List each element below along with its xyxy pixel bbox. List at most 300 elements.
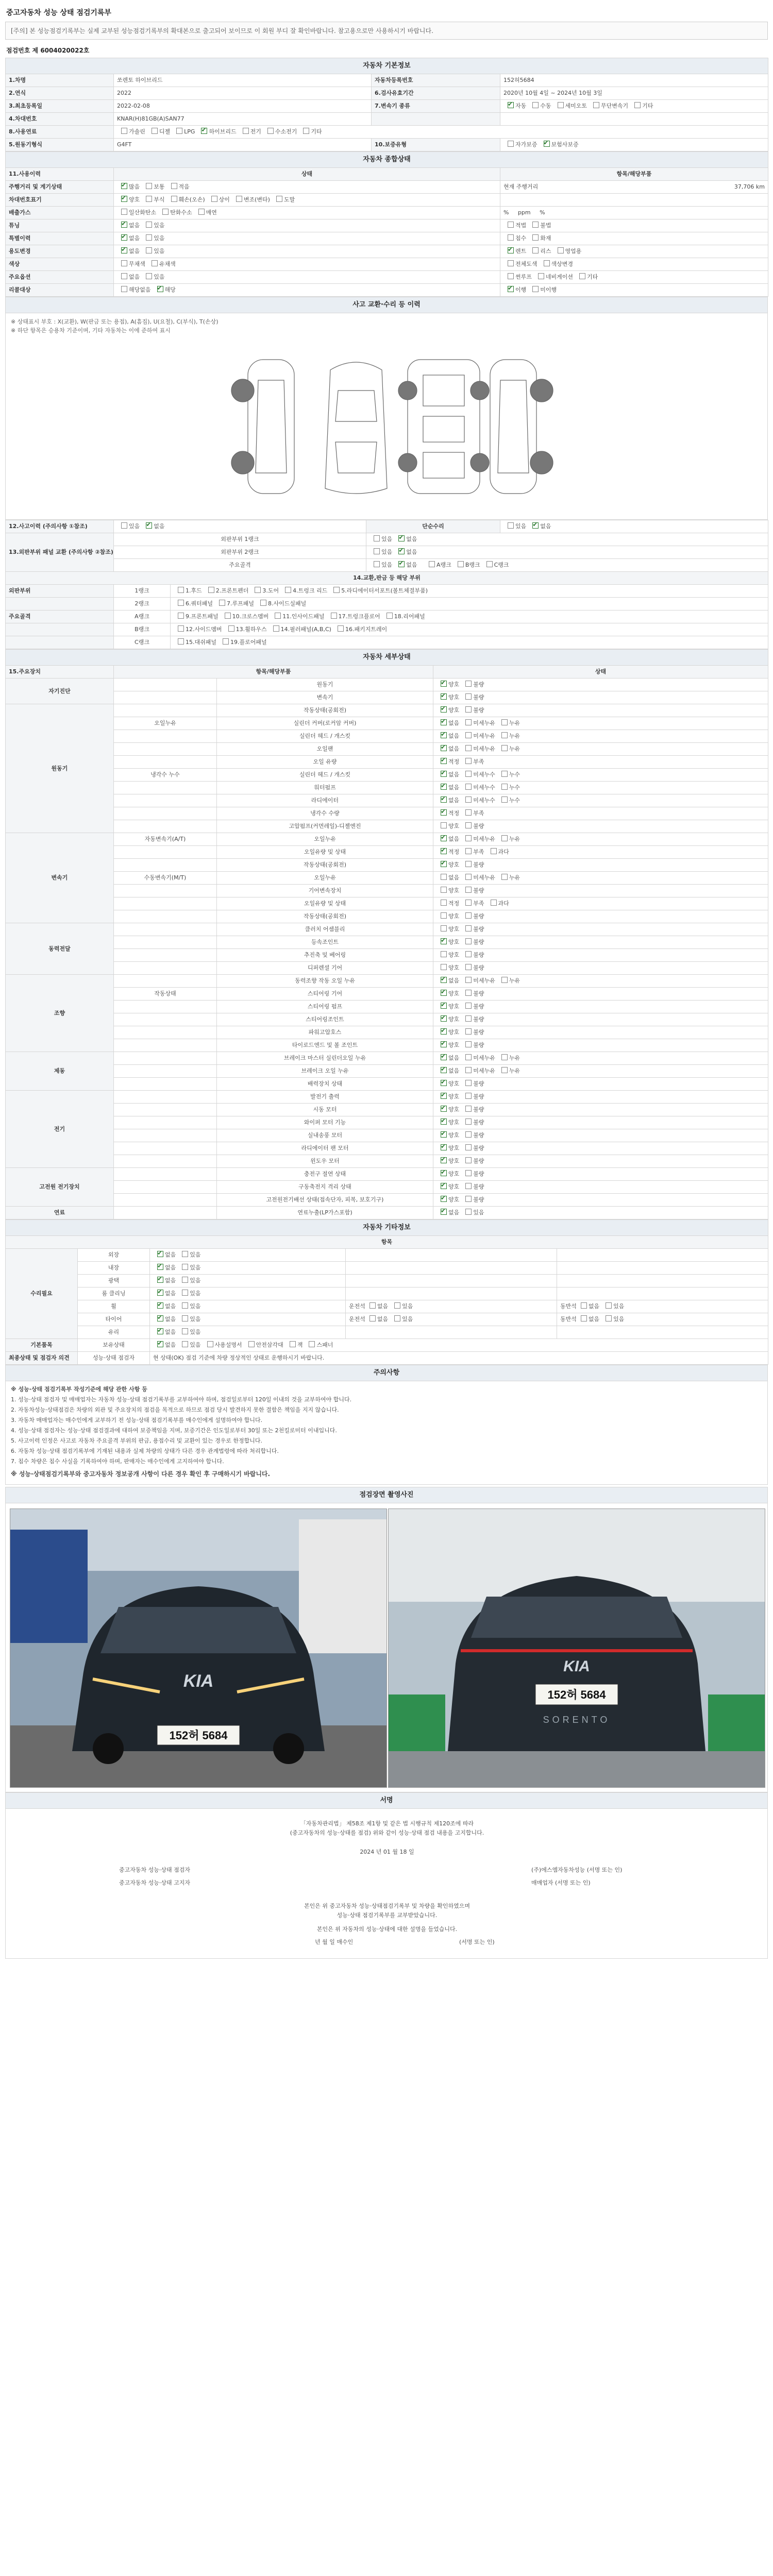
parts-checkbox[interactable] bbox=[273, 625, 279, 632]
detail-checkbox[interactable] bbox=[491, 900, 497, 906]
general-right-checkbox[interactable] bbox=[508, 273, 514, 279]
detail-checkbox[interactable] bbox=[465, 1003, 472, 1009]
parts-checkbox[interactable] bbox=[223, 638, 229, 645]
detail-checkbox[interactable] bbox=[465, 771, 472, 777]
other-side-option-label: 없음 bbox=[377, 1303, 389, 1310]
detail-checkbox[interactable] bbox=[501, 732, 508, 738]
general-right-checkbox[interactable] bbox=[532, 234, 539, 241]
page-title: 중고자동차 성능 상태 점검기록부 bbox=[6, 9, 111, 17]
general-right-checkbox[interactable] bbox=[508, 247, 514, 253]
other-checkbox[interactable] bbox=[157, 1302, 163, 1309]
general-checkbox[interactable] bbox=[162, 209, 169, 215]
detail-checkbox[interactable] bbox=[465, 796, 472, 803]
fuel-checkbox[interactable] bbox=[243, 128, 249, 134]
other-checkbox[interactable] bbox=[182, 1277, 188, 1283]
general-checkbox[interactable] bbox=[121, 273, 127, 279]
detail-checkbox[interactable] bbox=[465, 964, 472, 970]
detail-option bbox=[497, 745, 520, 753]
section-other-title: 자동차 기타정보 bbox=[6, 1220, 768, 1236]
other-checkbox[interactable] bbox=[182, 1315, 188, 1321]
detail-checkbox[interactable] bbox=[501, 796, 508, 803]
detail-checkbox[interactable] bbox=[465, 732, 472, 738]
detail-checkbox[interactable] bbox=[465, 887, 472, 893]
repair-option bbox=[503, 522, 526, 531]
exterior-rank-label: 외판부위 2랭크 bbox=[114, 546, 366, 559]
detail-option bbox=[436, 822, 459, 831]
basic-items-checkbox[interactable] bbox=[248, 1341, 255, 1347]
basic-label: 1.차명 bbox=[6, 74, 114, 87]
detail-checkbox[interactable] bbox=[465, 1028, 472, 1035]
other-checkbox[interactable] bbox=[157, 1264, 163, 1270]
detail-checkbox[interactable] bbox=[441, 693, 447, 700]
detail-checkbox[interactable] bbox=[501, 1054, 508, 1060]
other-side-checkbox[interactable] bbox=[606, 1315, 612, 1321]
exterior-checkbox[interactable] bbox=[374, 548, 380, 554]
detail-option bbox=[436, 990, 459, 998]
detail-checkbox[interactable] bbox=[465, 938, 472, 944]
detail-option-label: 불량 bbox=[473, 694, 484, 701]
parts-option-label: 14.필러패널(A,B,C) bbox=[280, 626, 331, 633]
caution-line: 5. 사고이력 인정은 사고로 자동차 주요골격 부위의 판금, 용접수리 및 교환이 있는 경우로 한정합니다. bbox=[11, 1437, 262, 1444]
parts-option bbox=[174, 600, 213, 608]
detail-checkbox[interactable] bbox=[465, 977, 472, 983]
detail-checkbox[interactable] bbox=[441, 990, 447, 996]
basic-items-checkbox[interactable] bbox=[157, 1341, 163, 1347]
general-header-usage: 11.사용이력 bbox=[6, 168, 114, 181]
detail-option-label: 불량 bbox=[473, 1183, 484, 1190]
detail-option-label: 미세누유 bbox=[473, 1067, 495, 1074]
other-checkbox[interactable] bbox=[182, 1290, 188, 1296]
other-checkbox[interactable] bbox=[182, 1302, 188, 1309]
detail-checkbox[interactable] bbox=[501, 719, 508, 725]
detail-checkbox[interactable] bbox=[441, 1118, 447, 1125]
parts-checkbox[interactable] bbox=[219, 600, 225, 606]
detail-checkbox[interactable] bbox=[465, 1041, 472, 1047]
general-right-checkbox[interactable] bbox=[532, 247, 539, 253]
detail-checkbox[interactable] bbox=[465, 925, 472, 931]
exterior-checkbox[interactable] bbox=[398, 535, 405, 541]
basic-items-checkbox[interactable] bbox=[309, 1341, 315, 1347]
general-right-checkbox[interactable] bbox=[538, 273, 544, 279]
detail-row bbox=[6, 1129, 768, 1142]
repair-label: 단순수리 bbox=[366, 520, 500, 533]
parts-checkbox[interactable] bbox=[225, 613, 231, 619]
frame-rank-checkbox[interactable] bbox=[486, 561, 493, 567]
detail-options bbox=[433, 1013, 768, 1026]
general-checkbox[interactable] bbox=[152, 260, 158, 266]
other-checkbox[interactable] bbox=[182, 1264, 188, 1270]
detail-sub bbox=[114, 1013, 217, 1026]
detail-checkbox[interactable] bbox=[441, 822, 447, 828]
detail-option-label: 불량 bbox=[473, 1080, 484, 1087]
detail-checkbox[interactable] bbox=[441, 745, 447, 751]
detail-checkbox[interactable] bbox=[465, 835, 472, 841]
detail-checkbox[interactable] bbox=[465, 912, 472, 919]
general-checkbox[interactable] bbox=[146, 247, 152, 253]
detail-option-label: 양호 bbox=[448, 1042, 460, 1048]
detail-option-label: 불량 bbox=[473, 1145, 484, 1151]
parts-checkbox[interactable] bbox=[208, 587, 214, 593]
mileage-value: 37,706 km bbox=[734, 183, 765, 190]
exterior-row bbox=[6, 559, 768, 572]
general-right-checkbox[interactable] bbox=[508, 286, 514, 292]
general-checkbox[interactable] bbox=[276, 196, 282, 202]
general-checkbox[interactable] bbox=[121, 222, 127, 228]
fuel-checkbox[interactable] bbox=[152, 128, 158, 134]
detail-checkbox[interactable] bbox=[441, 848, 447, 854]
detail-checkbox[interactable] bbox=[491, 848, 497, 854]
other-checkbox[interactable] bbox=[157, 1290, 163, 1296]
general-option-label: 없음 bbox=[129, 274, 140, 280]
detail-checkbox[interactable] bbox=[501, 771, 508, 777]
detail-checkbox[interactable] bbox=[465, 1157, 472, 1163]
detail-option bbox=[461, 887, 484, 895]
detail-checkbox[interactable] bbox=[501, 745, 508, 751]
detail-checkbox[interactable] bbox=[441, 1054, 447, 1060]
other-option bbox=[178, 1302, 200, 1311]
detail-row bbox=[6, 1207, 768, 1219]
detail-option bbox=[436, 706, 459, 715]
detail-checkbox[interactable] bbox=[501, 874, 508, 880]
warranty-checkbox[interactable] bbox=[544, 141, 550, 147]
mileage-cell bbox=[500, 181, 768, 194]
exterior-checkbox[interactable] bbox=[374, 535, 380, 541]
detail-option bbox=[461, 1015, 484, 1024]
detail-checkbox[interactable] bbox=[465, 745, 472, 751]
detail-option bbox=[436, 951, 459, 959]
detail-option bbox=[436, 732, 459, 740]
parts-option-label: 13.휠하우스 bbox=[236, 626, 267, 633]
exterior-checkbox[interactable] bbox=[398, 548, 405, 554]
detail-checkbox[interactable] bbox=[441, 1080, 447, 1086]
other-side-checkbox[interactable] bbox=[369, 1315, 376, 1321]
general-label: 배출가스 bbox=[6, 207, 114, 219]
detail-checkbox[interactable] bbox=[441, 1170, 447, 1176]
detail-checkbox[interactable] bbox=[465, 1080, 472, 1086]
general-checkbox[interactable] bbox=[121, 286, 127, 292]
general-option bbox=[142, 247, 164, 256]
general-checkbox[interactable] bbox=[121, 196, 127, 202]
parts-checkbox[interactable] bbox=[285, 587, 291, 593]
general-checkbox[interactable] bbox=[211, 196, 217, 202]
detail-checkbox[interactable] bbox=[465, 1106, 472, 1112]
basic-row bbox=[6, 100, 768, 113]
detail-checkbox[interactable] bbox=[465, 1015, 472, 1022]
detail-checkbox[interactable] bbox=[441, 796, 447, 803]
frame-rank-option-label: B랭크 bbox=[465, 562, 480, 568]
detail-checkbox[interactable] bbox=[441, 1106, 447, 1112]
parts-checkbox[interactable] bbox=[178, 587, 184, 593]
general-right-checkbox[interactable] bbox=[508, 222, 514, 228]
parts-checkbox[interactable] bbox=[178, 625, 184, 632]
detail-option-label: 누유 bbox=[509, 977, 520, 984]
other-side-checkbox[interactable] bbox=[581, 1302, 587, 1309]
detail-sub bbox=[114, 743, 217, 756]
warranty-checkbox[interactable] bbox=[508, 141, 514, 147]
general-checkbox[interactable] bbox=[146, 222, 152, 228]
exterior-label: 13.외판부위 패널 교환 (주의사항 ②참조) bbox=[6, 533, 114, 572]
detail-checkbox[interactable] bbox=[465, 693, 472, 700]
basic-label: 2.연식 bbox=[6, 87, 114, 100]
detail-sub bbox=[114, 679, 217, 691]
detail-checkbox[interactable] bbox=[465, 719, 472, 725]
parts-row bbox=[6, 585, 768, 598]
detail-checkbox[interactable] bbox=[465, 990, 472, 996]
detail-checkbox[interactable] bbox=[465, 951, 472, 957]
detail-checkbox[interactable] bbox=[441, 977, 447, 983]
detail-checkbox[interactable] bbox=[465, 1093, 472, 1099]
front-brand-logo: KIA bbox=[183, 1671, 214, 1691]
detail-option bbox=[436, 1015, 459, 1024]
other-checkbox[interactable] bbox=[182, 1328, 188, 1334]
detail-checkbox[interactable] bbox=[465, 809, 472, 816]
detail-checkbox[interactable] bbox=[441, 719, 447, 725]
other-checkbox[interactable] bbox=[182, 1251, 188, 1257]
basic-row bbox=[6, 74, 768, 87]
detail-checkbox[interactable] bbox=[465, 706, 472, 713]
detail-checkbox[interactable] bbox=[441, 951, 447, 957]
other-options bbox=[150, 1326, 346, 1339]
general-right-options bbox=[500, 271, 768, 284]
detail-checkbox[interactable] bbox=[441, 861, 447, 867]
general-option bbox=[117, 222, 140, 230]
exterior-checkbox[interactable] bbox=[374, 561, 380, 567]
detail-checkbox[interactable] bbox=[501, 1067, 508, 1073]
detail-option bbox=[436, 1144, 459, 1153]
other-checkbox[interactable] bbox=[157, 1315, 163, 1321]
parts-checkbox[interactable] bbox=[275, 613, 281, 619]
detail-checkbox[interactable] bbox=[501, 977, 508, 983]
detail-options bbox=[433, 962, 768, 975]
detail-option bbox=[461, 1144, 484, 1153]
general-checkbox[interactable] bbox=[146, 196, 152, 202]
detail-checkbox[interactable] bbox=[465, 784, 472, 790]
general-checkbox[interactable] bbox=[146, 183, 152, 189]
general-option bbox=[117, 183, 140, 191]
mileage-text: 현재 주행거리 bbox=[503, 183, 539, 190]
parts-checkbox[interactable] bbox=[178, 638, 184, 645]
detail-option bbox=[461, 990, 484, 998]
transmission-checkbox[interactable] bbox=[593, 102, 599, 108]
basic-items-checkbox[interactable] bbox=[182, 1341, 188, 1347]
detail-row bbox=[6, 1194, 768, 1207]
parts-checkbox[interactable] bbox=[338, 625, 344, 632]
detail-item: 와이퍼 모터 기능 bbox=[217, 1116, 433, 1129]
other-side-checkbox[interactable] bbox=[606, 1302, 612, 1309]
general-right-checkbox[interactable] bbox=[532, 222, 539, 228]
detail-checkbox[interactable] bbox=[441, 1003, 447, 1009]
detail-checkbox[interactable] bbox=[441, 1209, 447, 1215]
detail-checkbox[interactable] bbox=[465, 861, 472, 867]
warranty-option-label: 보험사보증 bbox=[551, 141, 579, 148]
parts-checkbox[interactable] bbox=[255, 587, 261, 593]
detail-checkbox[interactable] bbox=[441, 809, 447, 816]
detail-checkbox[interactable] bbox=[465, 681, 472, 687]
other-checkbox[interactable] bbox=[157, 1251, 163, 1257]
general-checkbox[interactable] bbox=[121, 234, 127, 241]
detail-checkbox[interactable] bbox=[441, 964, 447, 970]
general-checkbox[interactable] bbox=[171, 183, 177, 189]
repair-checkbox[interactable] bbox=[508, 522, 514, 529]
parts-checkbox[interactable] bbox=[260, 600, 266, 606]
other-checkbox[interactable] bbox=[157, 1328, 163, 1334]
parts-checkbox[interactable] bbox=[178, 600, 184, 606]
general-checkbox[interactable] bbox=[146, 273, 152, 279]
parts-checkbox[interactable] bbox=[331, 613, 337, 619]
detail-option bbox=[461, 861, 484, 869]
transmission-checkbox[interactable] bbox=[558, 102, 564, 108]
parts-group bbox=[6, 598, 114, 611]
other-checkbox[interactable] bbox=[157, 1277, 163, 1283]
exterior-options bbox=[366, 533, 768, 546]
other-option bbox=[153, 1315, 176, 1324]
detail-checkbox[interactable] bbox=[441, 1157, 447, 1163]
other-side-checkbox[interactable] bbox=[581, 1315, 587, 1321]
fuel-option bbox=[147, 128, 170, 136]
other-side-option bbox=[577, 1315, 599, 1324]
receiver-line-2: 성능·상태 점검기록부를 교부받았습니다. bbox=[337, 1912, 438, 1919]
general-checkbox[interactable] bbox=[157, 286, 163, 292]
detail-checkbox[interactable] bbox=[441, 681, 447, 687]
detail-option-label: 미세누유 bbox=[473, 977, 495, 984]
fuel-checkbox[interactable] bbox=[303, 128, 309, 134]
detail-checkbox[interactable] bbox=[441, 732, 447, 738]
frame-rank-checkbox[interactable] bbox=[429, 561, 435, 567]
detail-option-label: 없음 bbox=[448, 977, 460, 984]
parts-checkbox[interactable] bbox=[178, 613, 184, 619]
detail-options bbox=[433, 1104, 768, 1116]
general-checkbox[interactable] bbox=[121, 247, 127, 253]
detail-checkbox[interactable] bbox=[441, 1196, 447, 1202]
transmission-checkbox[interactable] bbox=[508, 102, 514, 108]
detail-checkbox[interactable] bbox=[465, 822, 472, 828]
detail-checkbox[interactable] bbox=[441, 900, 447, 906]
general-checkbox[interactable] bbox=[146, 234, 152, 241]
basic-value-2: 2020년 10월 4일 ~ 2024년 10월 3일 bbox=[500, 87, 768, 100]
detail-checkbox[interactable] bbox=[465, 848, 472, 854]
basic-items-checkbox[interactable] bbox=[207, 1341, 213, 1347]
detail-checkbox[interactable] bbox=[465, 1131, 472, 1138]
detail-option-label: 불량 bbox=[473, 887, 484, 894]
basic-items-checkbox[interactable] bbox=[290, 1341, 296, 1347]
detail-checkbox[interactable] bbox=[441, 1028, 447, 1035]
detail-checkbox[interactable] bbox=[465, 1054, 472, 1060]
detail-checkbox[interactable] bbox=[441, 1041, 447, 1047]
detail-checkbox[interactable] bbox=[441, 835, 447, 841]
detail-option-label: 양호 bbox=[448, 1183, 460, 1190]
detail-checkbox[interactable] bbox=[441, 925, 447, 931]
parts-option-label: 18.리어패널 bbox=[394, 613, 425, 620]
transmission-option bbox=[553, 102, 587, 110]
section-general-title: 자동차 종합상태 bbox=[6, 152, 768, 168]
notifier-name: 매매업자 (서명 또는 인) bbox=[531, 1879, 591, 1886]
other-side-checkbox[interactable] bbox=[394, 1315, 400, 1321]
detail-option-label: 없음 bbox=[448, 784, 460, 791]
transmission-checkbox[interactable] bbox=[634, 102, 641, 108]
general-checkbox[interactable] bbox=[121, 183, 127, 189]
other-side-checkbox[interactable] bbox=[369, 1302, 376, 1309]
accident-checkbox[interactable] bbox=[146, 522, 152, 529]
parts-checkbox[interactable] bbox=[228, 625, 234, 632]
detail-option bbox=[497, 977, 520, 985]
detail-checkbox[interactable] bbox=[465, 1209, 472, 1215]
detail-item: 오일팬 bbox=[217, 743, 433, 756]
detail-checkbox[interactable] bbox=[441, 887, 447, 893]
general-checkbox[interactable] bbox=[121, 260, 127, 266]
parts-row bbox=[6, 636, 768, 649]
general-right-checkbox[interactable] bbox=[544, 260, 550, 266]
repair-checkbox[interactable] bbox=[532, 522, 539, 529]
general-checkbox[interactable] bbox=[171, 196, 177, 202]
general-right-checkbox[interactable] bbox=[532, 286, 539, 292]
accident-checkbox[interactable] bbox=[121, 522, 127, 529]
detail-item: 추진축 및 베어링 bbox=[217, 949, 433, 962]
fuel-checkbox[interactable] bbox=[176, 128, 182, 134]
general-checkbox[interactable] bbox=[198, 209, 205, 215]
basic-items-option-label: 없음 bbox=[165, 1342, 176, 1348]
detail-checkbox[interactable] bbox=[465, 1183, 472, 1189]
detail-checkbox[interactable] bbox=[441, 1015, 447, 1022]
detail-option bbox=[461, 822, 484, 831]
detail-checkbox[interactable] bbox=[441, 1093, 447, 1099]
other-side-checkbox[interactable] bbox=[394, 1302, 400, 1309]
detail-checkbox[interactable] bbox=[465, 1170, 472, 1176]
detail-checkbox[interactable] bbox=[465, 900, 472, 906]
parts-checkbox[interactable] bbox=[386, 613, 393, 619]
detail-checkbox[interactable] bbox=[441, 706, 447, 713]
fuel-checkbox[interactable] bbox=[201, 128, 207, 134]
detail-checkbox[interactable] bbox=[501, 784, 508, 790]
detail-checkbox[interactable] bbox=[465, 874, 472, 880]
detail-checkbox[interactable] bbox=[441, 758, 447, 764]
detail-checkbox[interactable] bbox=[441, 938, 447, 944]
general-right-checkbox[interactable] bbox=[579, 273, 585, 279]
detail-checkbox[interactable] bbox=[441, 912, 447, 919]
general-checkbox[interactable] bbox=[121, 209, 127, 215]
detail-checkbox[interactable] bbox=[465, 1196, 472, 1202]
fuel-checkbox[interactable] bbox=[267, 128, 274, 134]
frame-rank-checkbox[interactable] bbox=[458, 561, 464, 567]
detail-checkbox[interactable] bbox=[501, 835, 508, 841]
detail-checkbox[interactable] bbox=[465, 1118, 472, 1125]
detail-checkbox[interactable] bbox=[465, 1144, 472, 1150]
exterior-checkbox[interactable] bbox=[398, 561, 405, 567]
transmission-checkbox[interactable] bbox=[532, 102, 539, 108]
detail-checkbox[interactable] bbox=[441, 1183, 447, 1189]
detail-checkbox[interactable] bbox=[441, 1144, 447, 1150]
detail-checkbox[interactable] bbox=[441, 784, 447, 790]
general-right-checkbox[interactable] bbox=[508, 234, 514, 241]
detail-checkbox[interactable] bbox=[441, 1067, 447, 1073]
detail-option-label: 양호 bbox=[448, 1145, 460, 1151]
fuel-option bbox=[263, 128, 297, 136]
general-right-checkbox[interactable] bbox=[558, 247, 564, 253]
detail-row bbox=[6, 833, 768, 846]
fuel-checkbox[interactable] bbox=[121, 128, 127, 134]
detail-checkbox[interactable] bbox=[465, 758, 472, 764]
other-option bbox=[153, 1328, 176, 1336]
detail-checkbox[interactable] bbox=[441, 874, 447, 880]
general-checkbox[interactable] bbox=[236, 196, 242, 202]
general-option-label: 도말 bbox=[283, 196, 295, 203]
detail-checkbox[interactable] bbox=[441, 1131, 447, 1138]
detail-checkbox[interactable] bbox=[441, 771, 447, 777]
repair-needed-label: 수리필요 bbox=[6, 1249, 78, 1339]
detail-checkbox[interactable] bbox=[465, 1067, 472, 1073]
parts-checkbox[interactable] bbox=[333, 587, 340, 593]
general-right-checkbox[interactable] bbox=[508, 260, 514, 266]
general-option bbox=[147, 260, 176, 268]
